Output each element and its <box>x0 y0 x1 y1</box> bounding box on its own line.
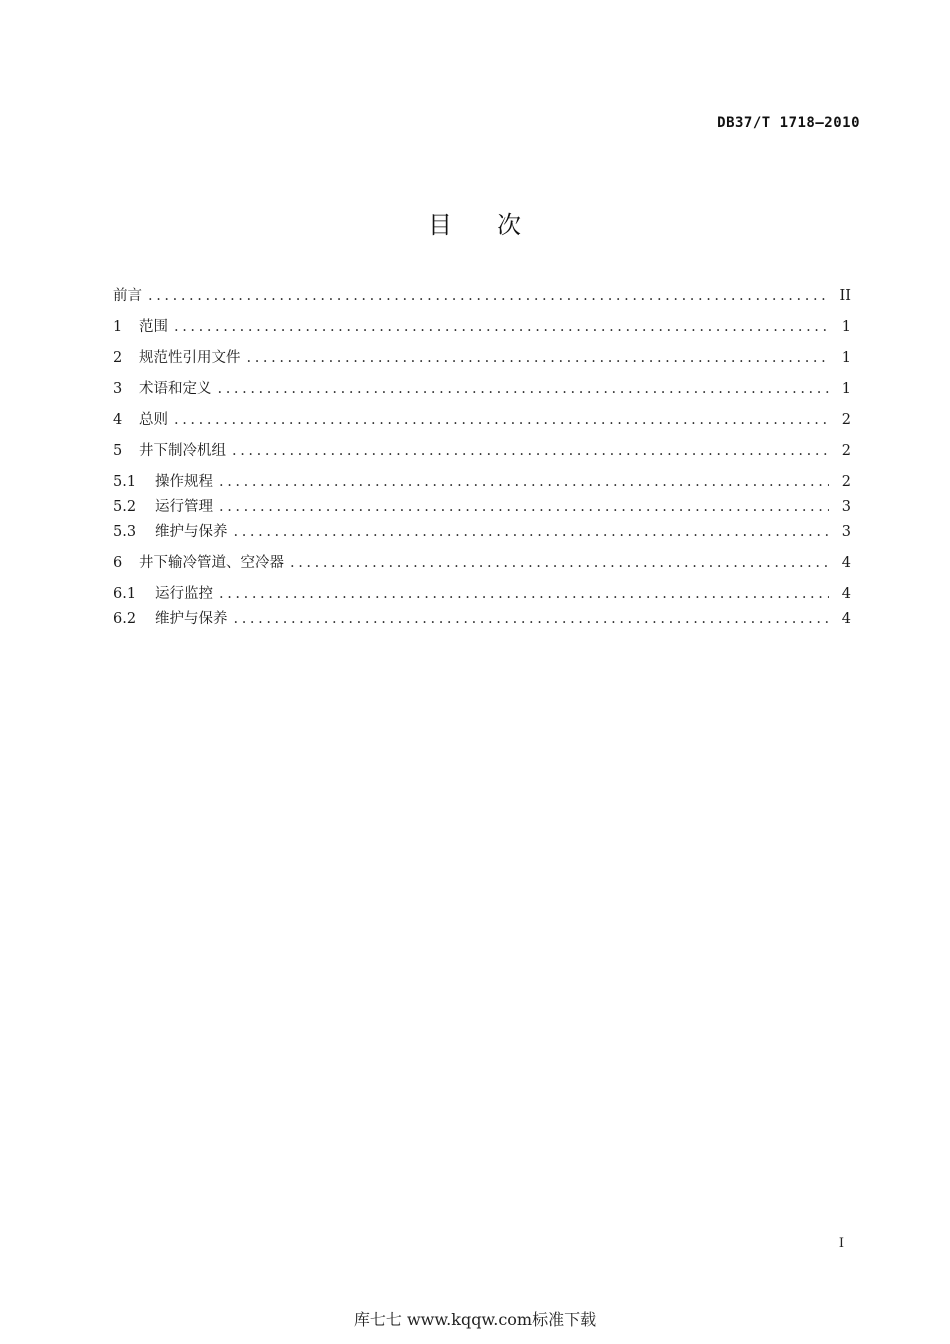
toc-leader-dots <box>148 284 829 308</box>
toc-entry-number: 2 <box>113 350 123 366</box>
toc-entry-5[interactable] <box>113 439 851 463</box>
toc-entry-page: 1 <box>841 381 851 397</box>
watermark-text: 库七七 www.kqqw.com标准下载 <box>353 1310 597 1329</box>
toc-entry-label: 操作规程 <box>155 474 213 490</box>
page-number: I <box>838 1236 844 1251</box>
toc-entry-number: 6 <box>113 555 123 571</box>
toc-entry-2[interactable] <box>113 346 851 370</box>
toc-entry-label: 总则 <box>139 412 168 428</box>
toc-entry-6[interactable] <box>113 551 851 575</box>
toc-leader-dots <box>219 582 829 606</box>
table-of-contents <box>113 284 851 631</box>
toc-entry-number: 5.1 <box>113 474 137 490</box>
toc-entry-number: 5.2 <box>113 499 137 515</box>
toc-entry-page: 1 <box>841 350 851 366</box>
toc-entry-1[interactable] <box>113 315 851 339</box>
toc-leader-dots <box>174 315 829 339</box>
toc-entry-3[interactable] <box>113 377 851 401</box>
toc-entry-6-1[interactable] <box>113 582 851 606</box>
toc-entry-number: 1 <box>113 319 123 335</box>
toc-entry-label: 规范性引用文件 <box>139 350 241 366</box>
toc-entry-foreword[interactable] <box>113 284 851 308</box>
toc-entry-number: 6.1 <box>113 586 137 602</box>
toc-entry-page: 1 <box>841 319 851 335</box>
toc-entry-label: 运行管理 <box>155 499 213 515</box>
toc-title-char-1: 目 <box>428 211 453 239</box>
toc-entry-label: 运行监控 <box>155 586 213 602</box>
toc-entry-number: 4 <box>113 412 123 428</box>
toc-entry-page: 4 <box>841 611 851 627</box>
toc-entry-5-1[interactable] <box>113 470 851 494</box>
toc-entry-number: 3 <box>113 381 123 397</box>
toc-leader-dots <box>232 439 829 463</box>
toc-entry-5-3[interactable] <box>113 520 851 544</box>
toc-entry-page: 3 <box>841 524 851 540</box>
toc-leader-dots <box>174 408 829 432</box>
toc-entry-page: II <box>839 288 851 304</box>
toc-leader-dots <box>247 346 830 370</box>
toc-title <box>0 205 950 240</box>
toc-entry-label: 维护与保养 <box>155 611 228 627</box>
toc-entry-label: 术语和定义 <box>139 381 212 397</box>
toc-entry-label: 维护与保养 <box>155 524 228 540</box>
toc-entry-page: 3 <box>841 499 851 515</box>
toc-entry-6-2[interactable] <box>113 607 851 631</box>
toc-entry-label: 范围 <box>139 319 168 335</box>
toc-entry-page: 4 <box>841 555 851 571</box>
toc-leader-dots <box>219 495 829 519</box>
toc-entry-page: 2 <box>841 412 851 428</box>
toc-entry-number: 5.3 <box>113 524 137 540</box>
toc-entry-4[interactable] <box>113 408 851 432</box>
toc-leader-dots <box>290 551 829 575</box>
toc-title-char-2: 次 <box>497 211 522 239</box>
toc-leader-dots <box>218 377 830 401</box>
toc-entry-label: 井下输冷管道、空冷器 <box>139 555 284 571</box>
toc-entry-page: 2 <box>841 443 851 459</box>
toc-entry-label: 井下制冷机组 <box>139 443 226 459</box>
toc-entry-label: 前言 <box>113 288 142 304</box>
toc-entry-5-2[interactable] <box>113 495 851 519</box>
toc-leader-dots <box>234 607 830 631</box>
toc-entry-number: 6.2 <box>113 611 137 627</box>
toc-entry-page: 2 <box>841 474 851 490</box>
toc-leader-dots <box>219 470 829 494</box>
doc-code: DB37/T 1718—2010 <box>717 115 860 131</box>
toc-entry-number: 5 <box>113 443 123 459</box>
toc-entry-page: 4 <box>841 586 851 602</box>
toc-leader-dots <box>234 520 830 544</box>
